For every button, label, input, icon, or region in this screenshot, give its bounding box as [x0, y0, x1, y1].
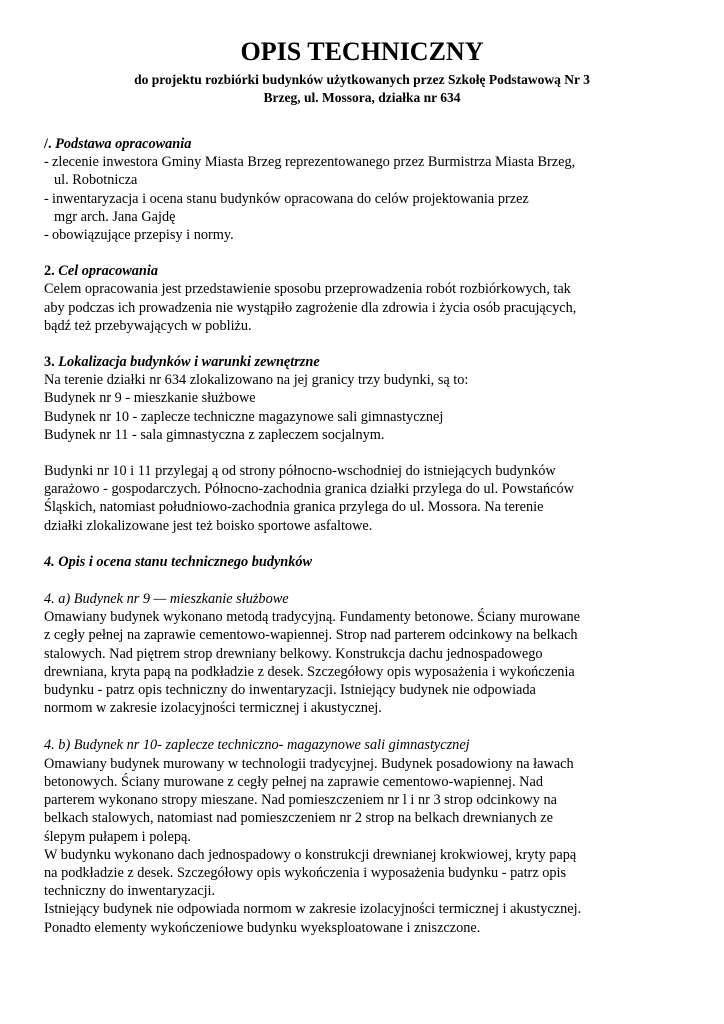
section2-heading — [44, 262, 704, 280]
paragraph-line: Omawiany budynek murowany w technologii tradycyjnej. Budynek posadowiony na ławach — [44, 755, 574, 772]
section2-paragraph — [44, 280, 704, 335]
section1-heading — [44, 135, 704, 153]
section2-number: 2. — [44, 263, 55, 280]
paragraph-line: Śląskich, natomiast południowo-zachodnia granica przylega do ul. Mossora. Na terenie — [44, 499, 544, 516]
document-body — [44, 135, 704, 937]
paragraph-line: na podkładzie z desek. Szczegółowy opis wykończenia i wyposażenia budynku - patrz opis — [44, 864, 567, 881]
section4b-paragraph — [44, 755, 704, 937]
paragraph-line: belkach stalowych, natomiast nad pomieszczeniem nr 2 strop na belkach drewnianych ze — [44, 810, 553, 827]
paragraph-line: Istniejący budynek nie odpowiada normom w zakresie izolacyjności termicznej i akustycznej. — [44, 901, 582, 918]
list-item — [44, 153, 704, 189]
paragraph-line: stalowych. Nad piętrem strop drewniany belkowy. Konstrukcja dachu jednospadowego — [44, 645, 543, 662]
paragraph-line: garażowo - gospodarczych. Północno-zachodnia granica działki przylega do ul. Powstańców — [44, 481, 574, 498]
section3-paragraph2 — [44, 462, 704, 535]
paragraph-line: Omawiany budynek wykonano metodą tradycyjną. Fundamenty betonowe. Ściany murowane — [44, 609, 581, 626]
paragraph-line: betonowych. Ściany murowane z cegły pełnej na zaprawie cementowo-wapiennej. Nad — [44, 773, 544, 790]
section3-heading — [44, 353, 704, 371]
paragraph-line: aby podczas ich prowadzenia nie wystąpiło zagrożenie dla zdrowia i życia osób pracujących, — [44, 299, 577, 316]
document-subtitle-line1: do projektu rozbiórki budynków użytkowanych przez Szkołę Podstawową Nr 3 — [134, 72, 590, 87]
paragraph-line: Budynek nr 10 - zaplecze techniczne magazynowe sali gimnastycznej — [44, 408, 444, 425]
paragraph-line: Budynki nr 10 i 11 przylegaj ą od strony północno-wschodniej do istniejących budynków — [44, 463, 556, 480]
section1-title: Podstawa opracowania — [51, 136, 192, 152]
section3-number: 3. — [44, 354, 55, 371]
bullet-dash: - — [44, 227, 49, 244]
paragraph-line: bądź też przebywających w pobliżu. — [44, 317, 252, 334]
bullet-dash: - — [44, 190, 49, 207]
paragraph-line: ślepym pułapem i polepą. — [44, 828, 191, 845]
section3-title: Lokalizacja budynków i warunki zewnętrzne — [54, 354, 320, 371]
bullet-line: inwentaryzacja i ocena stanu budynków opracowana do celów projektowania przez — [52, 190, 529, 207]
bullet-line: zlecenie inwestora Gminy Miasta Brzeg reprezentowanego przez Burmistrza Miasta Brzeg, — [52, 154, 576, 171]
list-item — [44, 226, 704, 244]
bullet-line: ul. Robotnicza — [54, 172, 138, 189]
paragraph-line: Celem opracowania jest przedstawienie sposobu przeprowadzenia robót rozbiórkowych, tak — [44, 281, 571, 298]
section1-bullet-list — [44, 153, 704, 244]
paragraph-line: Budynek nr 11 - sala gimnastyczna z zapleczem socjalnym. — [44, 426, 385, 443]
paragraph-line: normom w zakresie izolacyjności termicznej i akustycznej. — [44, 700, 382, 717]
paragraph-line: techniczny do inwentaryzacji. — [44, 883, 216, 900]
bullet-line: mgr arch. Jana Gajdę — [54, 208, 176, 225]
paragraph-line: z cegły pełnej na zaprawie cementowo-wapiennej. Strop nad parterem odcinkowy na belkach — [44, 627, 578, 644]
document-subtitle-line2: Brzeg, ul. Mossora, działka nr 634 — [263, 90, 461, 105]
paragraph-line: Budynek nr 9 - mieszkanie służbowe — [44, 390, 256, 407]
bullet-dash: - — [44, 154, 49, 171]
paragraph-line: działki zlokalizowane jest też boisko sportowe asfaltowe. — [44, 517, 373, 534]
section4b-heading: 4. b) Budynek nr 10- zaplecze techniczno- magazynowe sali gimnastycznej — [44, 737, 470, 754]
section4-heading: 4. Opis i ocena stanu technicznego budynków — [44, 553, 313, 570]
paragraph-line: parterem wykonano stropy mieszane. Nad pomieszczeniem nr l i nr 3 strop odcinkowy na — [44, 792, 557, 809]
paragraph-line: budynku - patrz opis techniczny do inwentaryzacji. Istniejący budynek nie odpowiada — [44, 682, 536, 699]
paragraph-line: Na terenie działki nr 634 zlokalizowano na jej granicy trzy budynki, są to: — [44, 372, 469, 389]
section4a-paragraph — [44, 608, 704, 717]
paragraph-line: Ponadto elementy wykończeniowe budynku wyeksploatowane i zniszczone. — [44, 919, 481, 936]
section3-paragraph — [44, 371, 704, 444]
section2-title: Cel opracowania — [54, 263, 158, 280]
paragraph-line: drewniana, kryta papą na podkładzie z desek. Szczegółowy opis wyposażenia i wykończenia — [44, 663, 575, 680]
list-item — [44, 190, 704, 226]
document-title: OPIS TECHNICZNY — [240, 37, 484, 66]
section1-number: /. — [44, 136, 52, 152]
bullet-line: obowiązujące przepisy i normy. — [52, 227, 234, 244]
section4a-heading: 4. a) Budynek nr 9 — mieszkanie służbowe — [44, 591, 289, 608]
paragraph-line: W budynku wykonano dach jednospadowy o konstrukcji drewnianej krokwiowej, kryty papą — [44, 846, 577, 863]
